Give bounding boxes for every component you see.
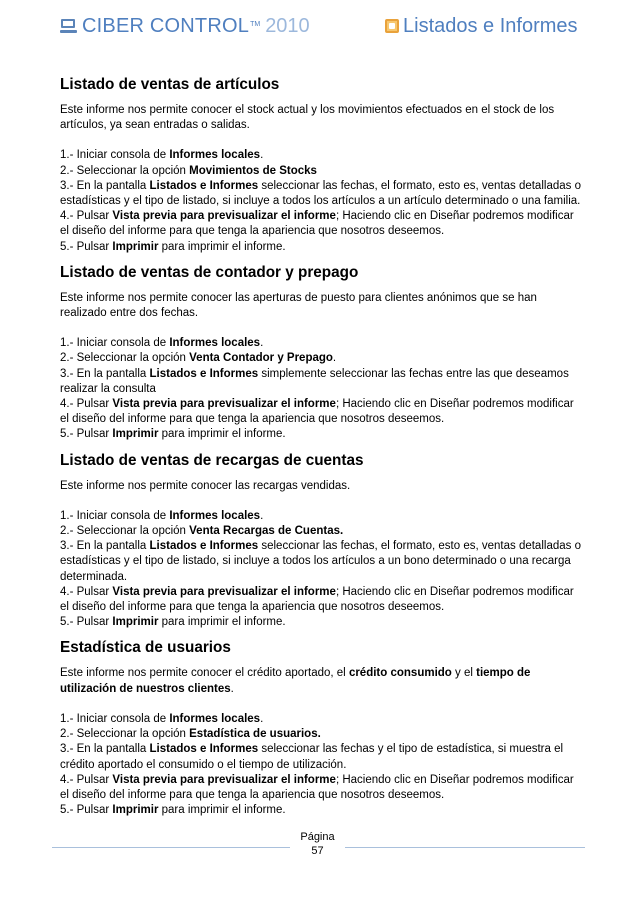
step: 4.- Pulsar Vista previa para previsualizar el informe; Haciendo clic en Diseñar podremos modificar el diseño del informe para que tenga la apariencia que nosotros deseemos. [60,210,574,238]
step: 2.- Seleccionar la opción Venta Recargas de Cuentas. [60,525,344,538]
header-section [385,14,578,38]
step: 1.- Iniciar consola de Informes locales. [60,509,264,522]
section-title: Listado de ventas de artículos [60,76,280,93]
step: 2.- Seleccionar la opción Movimientos de Stocks [60,164,317,177]
page-number [290,830,345,858]
step: 3.- En la pantalla Listados e Informes seleccionar las fechas, el formato, esto es, ventas detalladas o estadísticas y el tipo de listado, si incluye a todos los artículos a un artículo determinado o una familia. [60,179,581,208]
section-contador-prepago [60,264,585,443]
footer-rule-right [345,847,585,848]
step: 5.- Pulsar Imprimir para imprimir el informe. [60,240,286,253]
step: 1.- Iniciar consola de Informes locales. [60,337,264,350]
trademark-mark: TM [250,20,261,28]
step: 2.- Seleccionar la opción Estadística de usuarios. [60,728,321,741]
section-title: Listado de ventas de contador y prepago [60,263,359,281]
page-number-value: 57 [311,845,324,857]
report-icon [385,19,399,33]
section-intro: Este informe nos permite conocer el stock actual y los movimientos efectuados en el stock de los artículos, ya sean entradas o salidas. [60,104,555,132]
step: 3.- En la pantalla Listados e Informes simplemente seleccionar las fechas entre las que deseamos realizar la consulta [60,367,569,395]
document-body [60,76,585,818]
step: 3.- En la pantalla Listados e Informes seleccionar las fechas y el tipo de estadística, si muestra el crédito aportado el consumido o el tiempo de utilización. [60,743,564,771]
section-articulos [60,76,585,255]
section-intro: Este informe nos permite conocer el crédito aportado, el crédito consumido y el tiempo de utilización de nuestros clientes. [60,667,531,695]
step: 1.- Iniciar consola de Informes locales. [60,712,264,725]
brand-year: 2010 [265,14,310,37]
step: 5.- Pulsar Imprimir para imprimir el informe. [60,804,286,817]
step: 1.- Iniciar consola de Informes locales. [60,149,264,162]
header-brand [60,14,310,38]
step: 4.- Pulsar Vista previa para previsualizar el informe; Haciendo clic en Diseñar podremos modificar el diseño del informe para que tenga la apariencia que nosotros deseemos. [60,585,574,614]
page-label: Página [300,831,335,843]
step: 4.- Pulsar Vista previa para previsualizar el informe; Haciendo clic en Diseñar podremos modificar el diseño del informe para que tenga la apariencia que nosotros deseemos. [60,398,574,426]
section-recargas [60,452,585,631]
brand-name: CIBER CONTROL [82,14,250,37]
section-title: Estadística de usuarios [60,639,231,657]
step: 5.- Pulsar Imprimir para imprimir el informe. [60,616,286,629]
section-intro: Este informe nos permite conocer las aperturas de puesto para clientes anónimos que se han realizado entre dos fechas. [60,291,537,320]
step: 2.- Seleccionar la opción Venta Contador y Prepago. [60,352,337,365]
section-estadistica-usuarios [60,639,585,818]
step: 4.- Pulsar Vista previa para previsualizar el informe; Haciendo clic en Diseñar podremos modificar el diseño del informe para que tenga la apariencia que nosotros deseemos. [60,773,574,801]
monitor-icon [60,19,78,33]
footer-rule-left [52,847,290,848]
section-title: Listado de ventas de recargas de cuentas [60,451,364,469]
section-intro: Este informe nos permite conocer las recargas vendidas. [60,479,351,492]
step: 3.- En la pantalla Listados e Informes seleccionar las fechas, el formato, esto es, ventas detalladas o estadísticas y el tipo de listado, si incluye a todos los artículos a un bono determinado o una recarga determinada. [60,540,581,583]
step: 5.- Pulsar Imprimir para imprimir el informe. [60,428,286,441]
header-section-title: Listados e Informes [403,14,578,37]
